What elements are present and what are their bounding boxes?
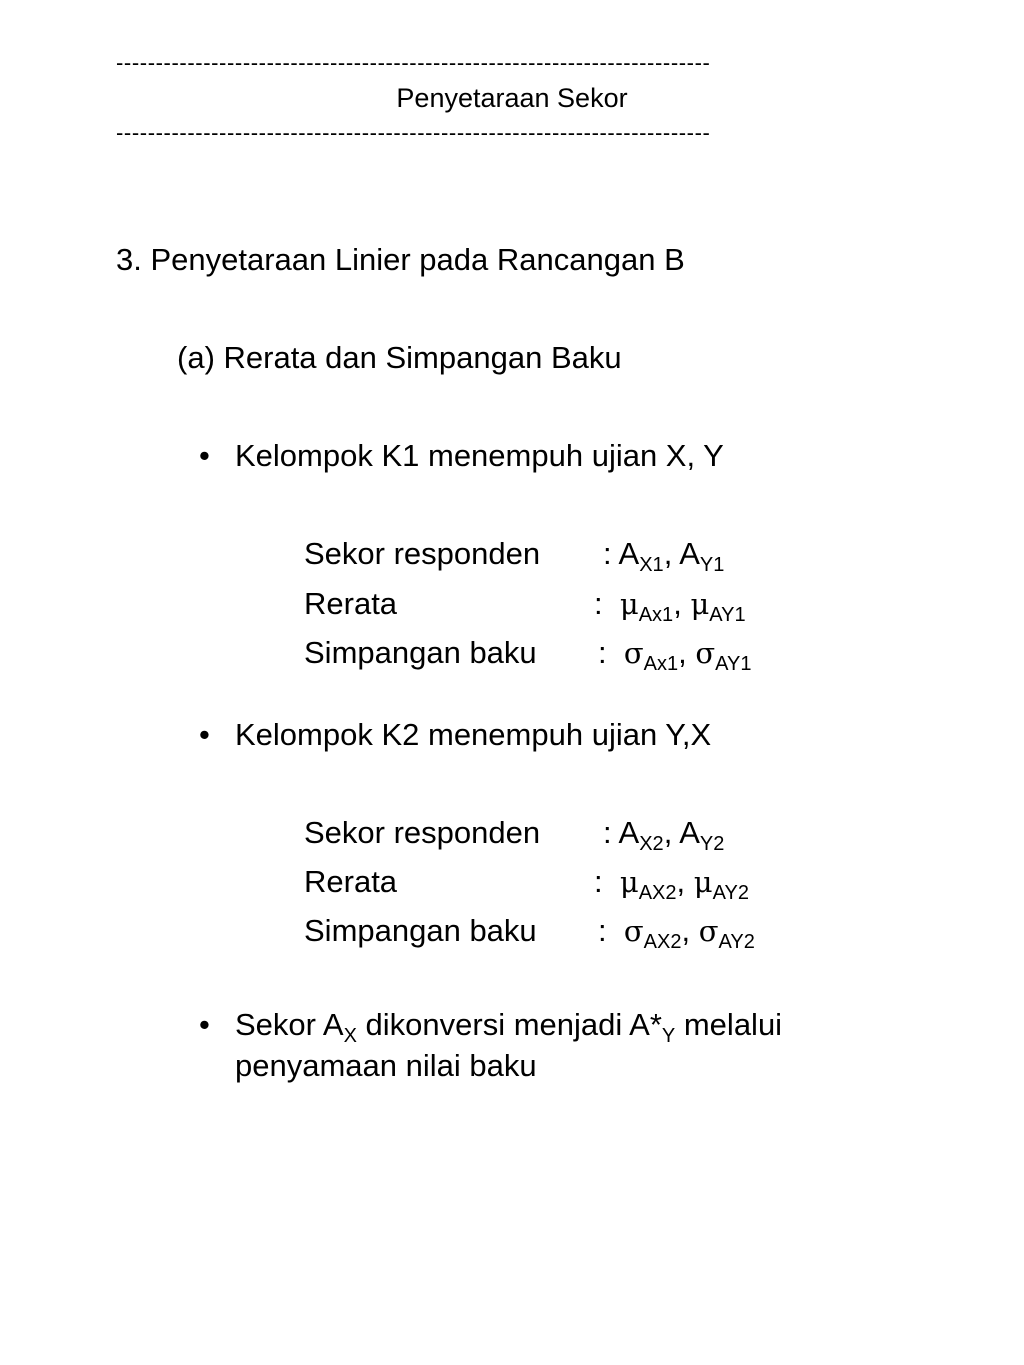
row-value: : $\sigma_{AX2}$, $\sigma_{AY2}$ (598, 913, 755, 953)
subsection-heading: (a) Rerata dan Simpangan Baku (177, 340, 622, 375)
bullet-marker: • (199, 1007, 210, 1042)
row-label: Simpangan baku (304, 635, 537, 670)
row-label: Simpangan baku (304, 913, 537, 948)
row-value: : $A_{X2}$, $A_{Y2}$ (603, 815, 725, 855)
row-value: : $\mu_{Ax1}$, $\mu_{AY1}$ (594, 586, 746, 626)
row-label: Sekor responden (304, 815, 541, 850)
section-heading: 3. Penyetaraan Linier pada Rancangan B (116, 242, 685, 277)
bullet-group-k1: Kelompok K1 menempuh ujian X, Y (235, 438, 724, 473)
row-value: : $A_{X1}$, $A_{Y1}$ (603, 536, 725, 576)
header-rule-top: --------------------------------------------------------------------------- (116, 52, 711, 74)
header-rule-bottom: --------------------------------------------------------------------------- (116, 122, 711, 144)
bullet-marker: • (199, 438, 210, 473)
row-label: Sekor responden (304, 536, 541, 571)
row-label: Rerata (304, 864, 398, 899)
row-label: Rerata (304, 586, 398, 621)
header-title: Penyetaraan Sekor (396, 83, 628, 113)
bullet-group-k2: Kelompok K2 menempuh ujian Y,X (235, 717, 712, 752)
bullet-conversion: Sekor $A_X$ dikonversi menjadi $A*_Y$ melalui (235, 1007, 783, 1047)
bullet-marker: • (199, 717, 210, 752)
bullet-conversion-line2: penyamaan nilai baku (235, 1048, 537, 1083)
row-value: : $\mu_{AX2}$, $\mu_{AY2}$ (594, 864, 749, 904)
row-value: : $\sigma_{Ax1}$, $\sigma_{AY1}$ (598, 635, 752, 675)
